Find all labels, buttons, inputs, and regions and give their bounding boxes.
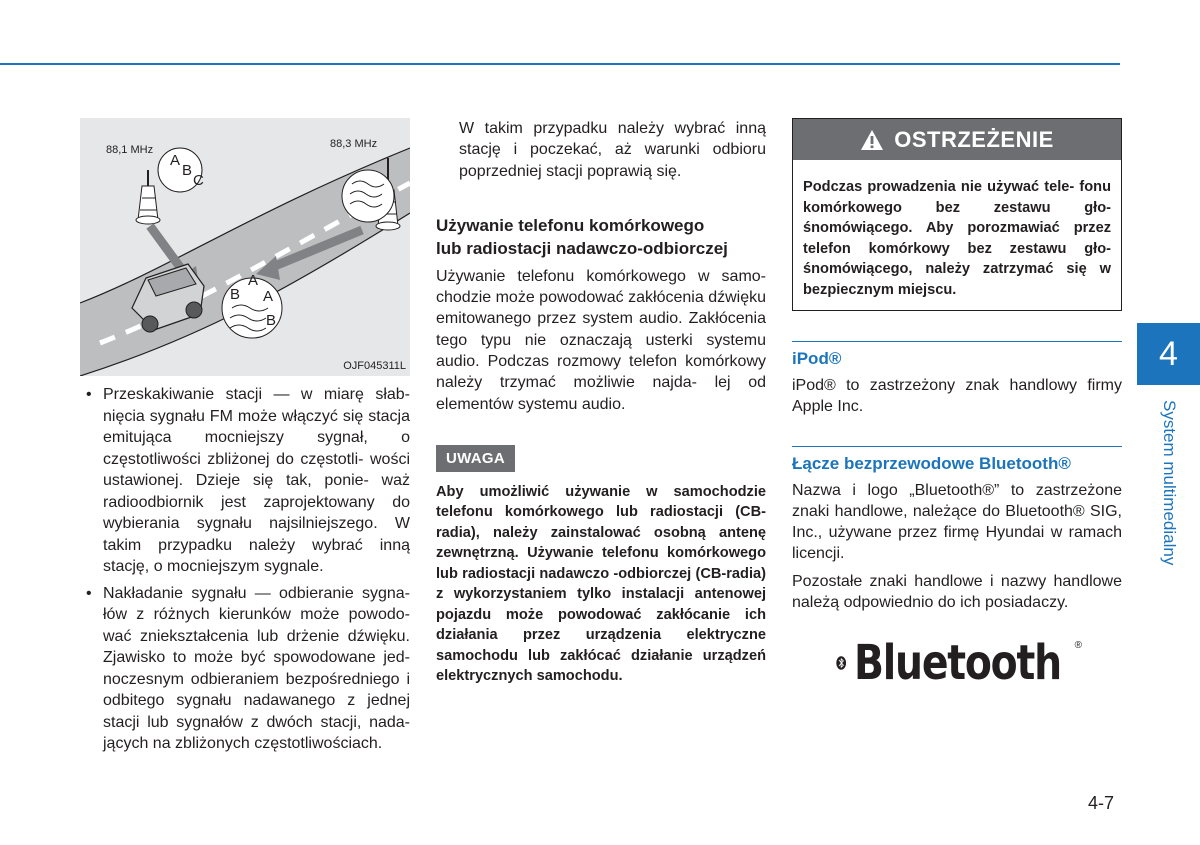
- frequency-label-left: 88,1 MHz: [106, 144, 154, 156]
- chapter-title: System multimedialny: [1160, 400, 1179, 566]
- heading-line-1: Używanie telefonu komórkowego: [436, 215, 705, 235]
- warning-text: Podczas prowadzenia nie używać tele- fonu komórkowego bez zestawu gło- śnomówiącego. Aby porozmawiać przez telefon komórkowy bez zestawu gło- śnomówiącego, należy zatrzymać się w bezpiecznym miejscu.: [803, 179, 1111, 298]
- bluetooth-logo: [836, 635, 1122, 691]
- mobile-phone-heading: [436, 214, 766, 260]
- letter-b-bottom: B: [230, 286, 241, 303]
- bluetooth-text-1: Nazwa i logo „Bluetooth®” to zastrzeżone znaki handlowe, należące do Bluetooth® SIG, Inc., używane przez firmę Hyundai w ramach licencji.: [792, 481, 1122, 563]
- bluetooth-registered-mark: ®: [1074, 639, 1082, 651]
- warning-box: [792, 118, 1122, 311]
- ipod-text: iPod® to zastrzeżony znak handlowy firmy Apple Inc.: [792, 377, 1122, 416]
- bluetooth-text-2: Pozostałe znaki handlowe i nazwy handlowe należą odpowiednio do ich posiadaczy.: [792, 572, 1122, 612]
- letter-b-bottom-2: B: [266, 312, 277, 329]
- letter-a-top: A: [170, 152, 181, 169]
- radio-signal-figure: [80, 118, 410, 376]
- letter-a-bottom: A: [248, 272, 259, 289]
- warning-header: [793, 119, 1121, 160]
- bluetooth-section-title: Łącze bezprzewodowe Bluetooth®: [792, 446, 1122, 474]
- interference-list: [80, 384, 410, 755]
- signal-bubble-right: [342, 170, 394, 222]
- column-right: [792, 118, 1122, 691]
- bluetooth-icon: [836, 637, 846, 689]
- letter-b-top: B: [182, 162, 193, 179]
- bluetooth-wordmark: Bluetooth: [854, 635, 1062, 692]
- heading-line-2: lub radiostacji nadawczo-odbiorczej: [436, 238, 728, 258]
- letter-a-bottom-2: A: [263, 288, 274, 305]
- ipod-section-title: iPod®: [792, 341, 1122, 369]
- list-item: • Nakładanie sygnału — odbieranie sygna- łów z różnych kierunków może powodo- wać zniekształcenia lub drżenie dźwięku. Zjawisko to może być spowodowane jed- noczesnym odbieraniem bezpośredniego i odbitego sygnału nadawanego z jednej stacji lub sygnałów z dwóch stacji, nada- jących na zbliżonych częstotliwościach.: [80, 583, 410, 755]
- figure-code: OJF045311L: [343, 360, 406, 372]
- warning-triangle-icon: [860, 129, 884, 151]
- warning-title: OSTRZEŻENIE: [894, 126, 1054, 152]
- frequency-label-right: 88,3 MHz: [330, 138, 378, 150]
- figure-illustration: [80, 118, 410, 376]
- column-middle: [436, 118, 766, 687]
- letter-c-top: C: [193, 172, 204, 189]
- notice-text: Aby umożliwić używanie w samochodzie telefonu komórkowego lub radiostacji (CB-radia), należy zainstalować osobną antenę zewnętrzną. Używanie telefonu komórkowego lub radiostacji nadawczo -odbiorczej (CB-radia) z wykorzystaniem tylko instalacji antenowej pojazdu może powodować zakłócanie ich działania przez urządzenia elektryczne samochodu lub zakłócać działanie urządzeń elektrycznych samochodu.: [436, 483, 766, 685]
- list-item: • Przeskakiwanie stacji — w miarę słab- nięcia sygnału FM może włączyć się stacja emitująca mocniejszy sygnał, o częstotliwości zbliżonej do częstotli- wości ustawionej. Dzieje się tak, ponie- waż radioodbiornik jest zaprojektowany do wybierania sygnału najsilniejszego. W takim przypadku należy wybrać inną stację, o mocniejszym sygnale.: [80, 384, 410, 578]
- radio-tower-left: [136, 170, 160, 224]
- mobile-phone-paragraph: Używanie telefonu komórkowego w samo- chodzie może powodować zakłócenia dźwięku emitowanego przez system audio. Zakłócenia tego typu nie oznaczają usterki systemu audio. Podczas rozmowy telefon komórkowy należy trzymać możliwie najda- lej od elementów systemu audio.: [436, 267, 766, 413]
- column-left: [80, 118, 410, 760]
- chapter-title-vertical: [1152, 400, 1182, 580]
- chapter-tab: 4: [1137, 323, 1200, 385]
- bullet-continuation: W takim przypadku należy wybrać inną stację i poczekać, aż warunki odbioru poprzedniej stacji poprawią się.: [459, 120, 766, 180]
- page-number: 4-7: [1088, 793, 1115, 813]
- notice-label: UWAGA: [436, 445, 515, 472]
- header-rule: [0, 63, 1120, 65]
